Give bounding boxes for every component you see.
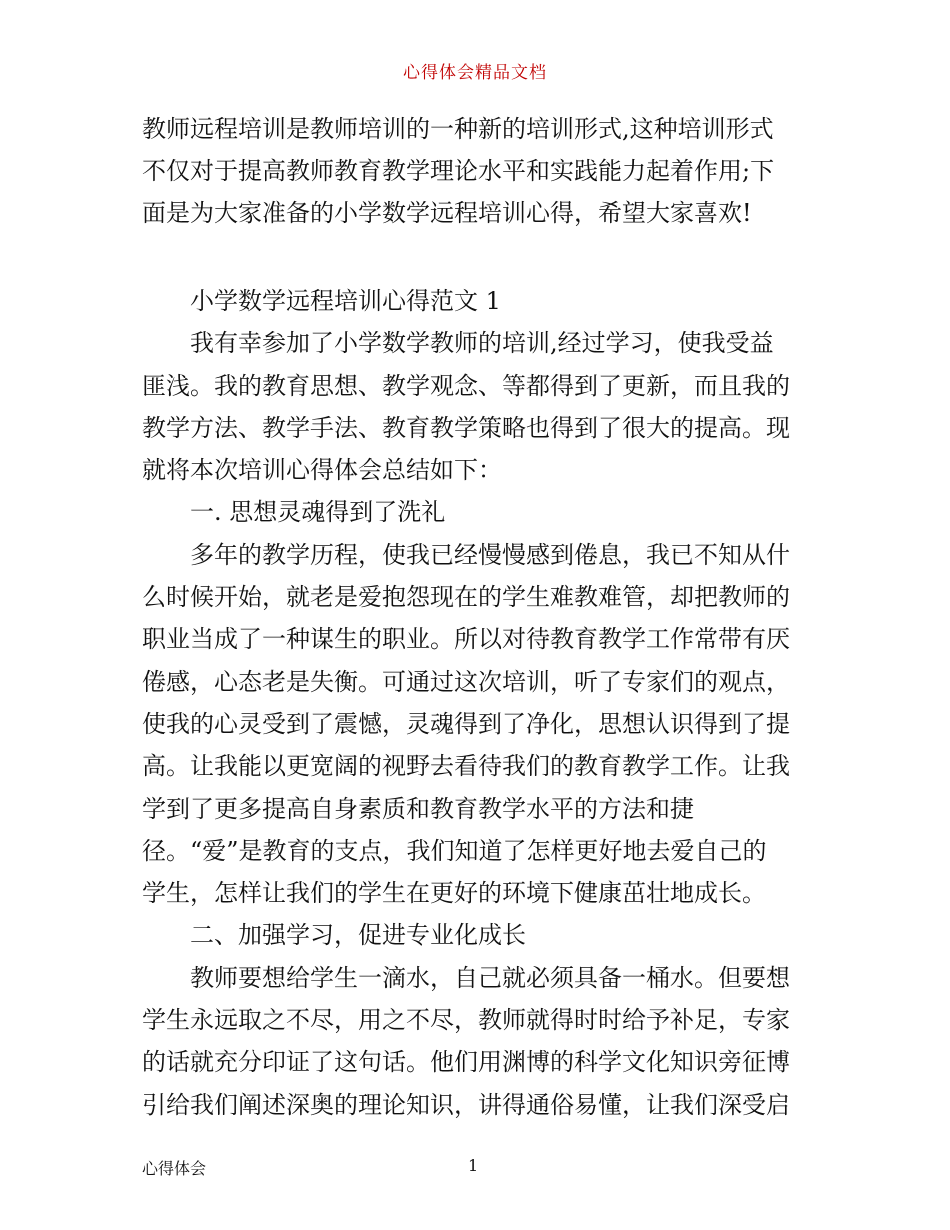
paragraph-line: 职业当成了一种谋生的职业。所以对待教育教学工作常带有厌 bbox=[142, 625, 790, 654]
paragraph-line: 引给我们阐述深奥的理论知识，讲得通俗易懂，让我们深受启 bbox=[142, 1090, 790, 1119]
intro-line: 教师远程培训是教师培训的一种新的培训形式,这种培训形式 bbox=[142, 115, 774, 143]
paragraph-line: 学生，怎样让我们的学生在更好的环境下健康茁壮地成长。 bbox=[142, 879, 766, 908]
paragraph-line: 径。“爱”是教育的支点，我们知道了怎样更好地去爱自己的 bbox=[142, 836, 767, 865]
intro-paragraph bbox=[142, 108, 810, 234]
document-header-title: 心得体会精品文档 bbox=[403, 63, 547, 83]
paragraph-line: 教师要想给学生一滴水，自己就必须具备一桶水。但要想 bbox=[190, 963, 790, 992]
heading-one: 一. 思想灵魂得到了洗礼 bbox=[190, 498, 446, 527]
paragraph-line: 学到了更多提高自身素质和教育教学水平的方法和捷 bbox=[142, 794, 694, 823]
paragraph-line: 高。让我能以更宽阔的视野去看待我们的教育教学工作。让我 bbox=[142, 752, 790, 781]
section-title: 小学数学远程培训心得范文 1 bbox=[190, 287, 501, 315]
paragraph-line: 的话就充分印证了这句话。他们用渊博的科学文化知识旁征博 bbox=[142, 1048, 790, 1077]
paragraph-line: 我有幸参加了小学数学教师的培训,经过学习，使我受益 bbox=[190, 329, 774, 358]
paragraph-line: 学生永远取之不尽，用之不尽，教师就得时时给予补足，专家 bbox=[142, 1006, 790, 1035]
paragraph-line: 使我的心灵受到了震憾，灵魂得到了净化，思想认识得到了提 bbox=[142, 709, 790, 738]
page-number: 1 bbox=[468, 1156, 479, 1175]
heading-two: 二、加强学习，促进专业化成长 bbox=[190, 921, 526, 950]
paragraph-line: 匪浅。我的教育思想、教学观念、等都得到了更新，而且我的 bbox=[142, 371, 790, 400]
paragraph-line: 么时候开始，就老是爱抱怨现在的学生难教难管，却把教师的 bbox=[142, 583, 790, 612]
paragraph-line: 倦感，心态老是失衡。可通过这次培训，听了专家们的观点， bbox=[142, 667, 790, 696]
paragraph-line: 就将本次培训心得体会总结如下： bbox=[142, 456, 502, 485]
footer-label: 心得体会 bbox=[142, 1159, 207, 1178]
paragraph-line: 多年的教学历程，使我已经慢慢感到倦息，我已不知从什 bbox=[190, 540, 790, 569]
intro-line: 面是为大家准备的小学数学远程培训心得，希望大家喜欢! bbox=[142, 199, 752, 227]
paragraph-line: 教学方法、教学手法、教育教学策略也得到了很大的提高。现 bbox=[142, 413, 790, 442]
document-body bbox=[142, 280, 810, 1126]
intro-line: 不仅对于提高教师教育教学理论水平和实践能力起着作用;下 bbox=[142, 157, 775, 185]
